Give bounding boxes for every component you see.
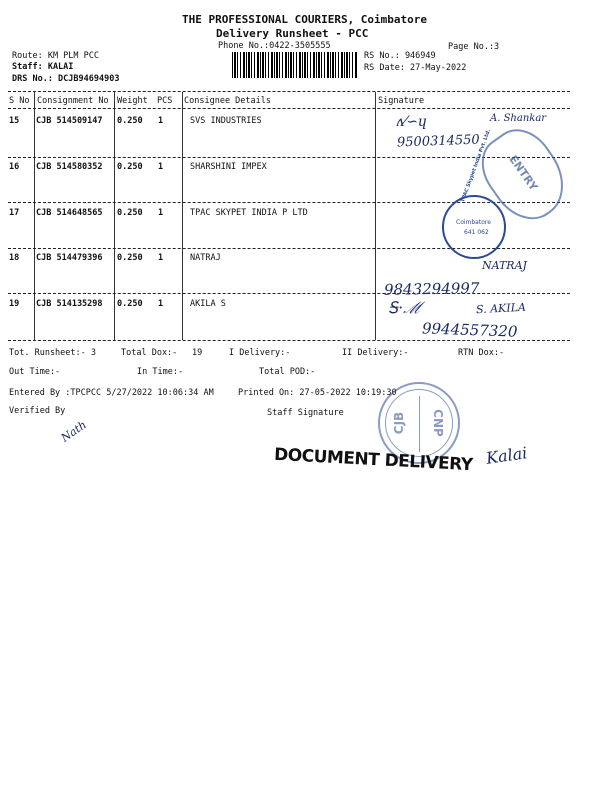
total-dox-value: 19: [192, 348, 203, 358]
phone2-row-19: 9944557320: [421, 319, 518, 341]
row-weight: 0.250: [117, 208, 143, 218]
seal-cjb: CJB: [392, 411, 407, 435]
seal-city: Coimbatore: [456, 219, 491, 226]
row-consignee: AKILA S: [190, 299, 226, 309]
signature-row-15: ʌ⁄∽ɥ: [396, 114, 427, 130]
row-consignment: CJB 514135298: [36, 299, 103, 309]
row-pcs: 1: [158, 299, 164, 309]
row-pcs: 1: [158, 162, 164, 172]
page-title: Delivery Runsheet - PCC: [216, 27, 369, 40]
row-pcs: 1: [158, 116, 164, 126]
verifier-signature: Nath: [58, 418, 89, 445]
ii-delivery: II Delivery:-: [342, 348, 409, 358]
phone-row-19: 9843294997: [383, 279, 480, 299]
row-sno: 16: [9, 162, 20, 172]
entry-stamp-text: ENTRY: [506, 152, 541, 194]
row-sno: 17: [9, 208, 20, 218]
row-pcs: 1: [158, 208, 164, 218]
col-header-signature: Signature: [378, 96, 425, 106]
total-runsheet: Tot. Runsheet:- 3: [9, 348, 96, 358]
seal-company: TPAC Skypet India Pvt. Ltd.: [460, 128, 492, 204]
signature-row-18: NATRAJ: [482, 259, 527, 272]
i-delivery: I Delivery:-: [229, 348, 291, 358]
row-sno: 18: [9, 253, 20, 263]
phone-number: Phone No.:0422-3505555: [218, 41, 331, 51]
row-weight: 0.250: [117, 253, 143, 263]
out-time: Out Time:-: [9, 367, 61, 377]
staff: Staff: KALAI: [12, 62, 74, 72]
signer-name-row-19: S. AKILA: [475, 300, 527, 317]
staff-signature: Kalai: [484, 443, 529, 468]
barcode: [232, 52, 358, 78]
rs-date: RS Date: 27-May-2022: [364, 63, 467, 73]
row-sno: 19: [9, 299, 20, 309]
company-name: THE PROFESSIONAL COURIERS, Coimbatore: [182, 13, 428, 26]
staff-signature-label: Staff Signature: [267, 408, 344, 418]
in-time: In Time:-: [137, 367, 184, 377]
signer-name-row-15: A. Shankar: [490, 113, 547, 124]
divider: [8, 91, 570, 92]
col-header-weight: Weight: [117, 96, 148, 106]
col-header-pcs: PCS: [157, 96, 173, 106]
row-consignment: CJB 514580352: [36, 162, 103, 172]
row-consignee: NATRAJ: [190, 253, 221, 263]
phone-row-15: 9500314550: [396, 132, 480, 151]
total-dox-label: Total Dox:-: [121, 348, 178, 358]
row-consignment: CJB 514648565: [36, 208, 103, 218]
document-delivery-stamp: DOCUMENT DELIVERY: [273, 444, 474, 476]
seal-cnp: CNP: [430, 409, 445, 437]
row-sno: 15: [9, 116, 20, 126]
col-header-sno: S No: [9, 96, 30, 106]
column-line: [182, 92, 183, 340]
signature-row-19: Ꭶ·ℳ: [388, 298, 423, 317]
divider: [8, 340, 570, 341]
rs-number: RS No.: 946949: [364, 51, 436, 61]
divider: [8, 293, 570, 294]
row-consignee: TPAC SKYPET INDIA P LTD: [190, 208, 308, 218]
row-consignment: CJB 514509147: [36, 116, 103, 126]
entered-by: Entered By :TPCPCC 5/27/2022 10:06:34 AM: [9, 388, 214, 398]
col-header-consignee: Consignee Details: [184, 96, 271, 106]
col-header-consignment: Consignment No: [37, 96, 109, 106]
row-weight: 0.250: [117, 299, 143, 309]
route: Route: KM PLM PCC: [12, 51, 99, 61]
company-seal: [442, 128, 506, 259]
seal-pin: 641 062: [464, 229, 489, 236]
printed-on: Printed On: 27-05-2022 10:19:30: [238, 388, 397, 398]
column-line: [375, 92, 376, 340]
column-line: [114, 92, 115, 340]
column-line: [34, 92, 35, 340]
total-pod: Total POD:-: [259, 367, 316, 377]
row-consignee: SVS INDUSTRIES: [190, 116, 262, 126]
row-consignment: CJB 514479396: [36, 253, 103, 263]
row-consignee: SHARSHINI IMPEX: [190, 162, 267, 172]
row-weight: 0.250: [117, 162, 143, 172]
drs-number: DRS No.: DCJB94694903: [12, 74, 120, 84]
row-pcs: 1: [158, 253, 164, 263]
page-number: Page No.:3: [448, 42, 500, 52]
verified-by: Verified By: [9, 406, 66, 416]
divider: [8, 108, 570, 109]
row-weight: 0.250: [117, 116, 143, 126]
rtn-dox: RTN Dox:-: [458, 348, 505, 358]
